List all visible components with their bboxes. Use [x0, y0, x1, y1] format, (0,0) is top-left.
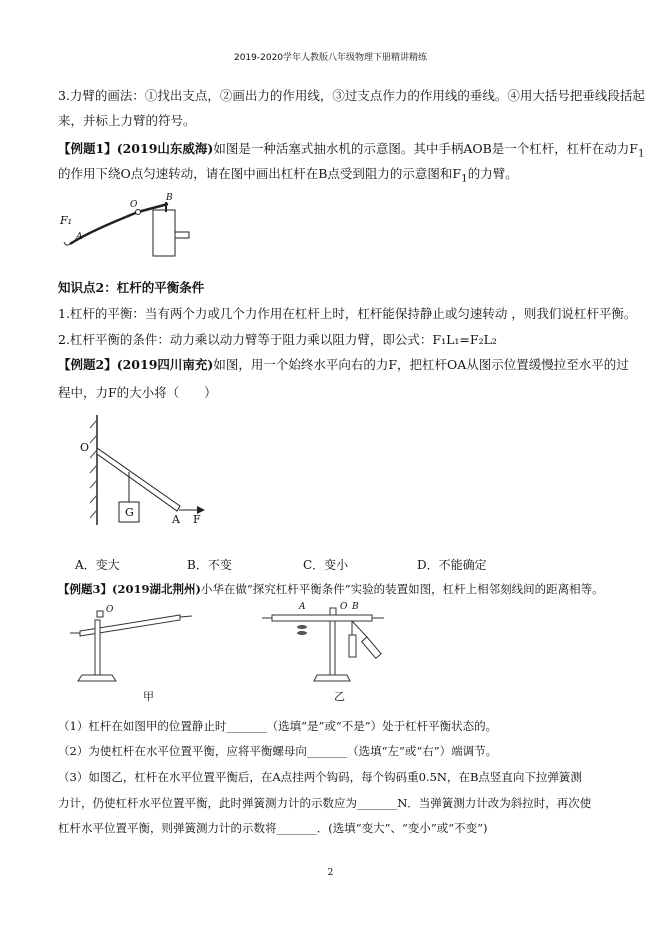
- page-number: 2: [327, 868, 334, 878]
- section2-line2: 2.杠杆平衡的条件：动力乘以动力臂等于阻力乘以阻力臂，即公式：F₁L₁=F₂L₂: [58, 332, 497, 347]
- example3-text: 小华在做“探究杠杆平衡条件”实验的装置如图，杠杆上相邻刻线间的距离相等。: [200, 582, 604, 596]
- label-a: A: [172, 513, 180, 526]
- example1-text: 如图是一种活塞式抽水机的示意图。其中手柄AOB是一个杠杆，杠杆在动力F: [213, 141, 638, 156]
- question-3-line1: （3）如图乙，杠杆在水平位置平衡后，在A点挂两个钩码，每个钩码重0.5N，在B点竖直向下拉弹簧测: [58, 770, 582, 784]
- label-g: G: [125, 506, 134, 519]
- section2-line1: 1.杠杆的平衡：当有两个力或几个力作用在杠杆上时，杠杆能保持静止或匀速转动 ，则我们说杠杆平衡。: [58, 306, 637, 321]
- label-f1: F₁: [60, 214, 73, 227]
- example1-text2: 的作用下绕O点匀速转动，请在图中画出杠杆在B点受到阻力的示意图和F: [58, 166, 462, 181]
- label-o: O: [130, 200, 138, 210]
- question-1: （1）杠杆在如图甲的位置静止时_______（选填“是”或“不是”）处于杠杆平衡状态的。: [58, 719, 498, 733]
- question-3-line2: 力计，仍使杠杆水平位置平衡，此时弹簧测力计的示数应为_______N．当弹簧测力计改为斜拉时，再次使: [58, 796, 592, 810]
- example2-text: 如图，用一个始终水平向右的力F，把杠杆OA从图示位置缓慢拉至水平的过: [213, 357, 629, 372]
- example2-line1: [58, 357, 629, 373]
- example1-tag: 【例题1】(2019山东威海): [58, 141, 214, 156]
- pump-figure: [58, 192, 198, 260]
- option-b[interactable]: B．不变: [187, 558, 232, 572]
- example2-tag: 【例题2】(2019四川南充): [58, 357, 214, 372]
- label-b: B: [166, 193, 173, 203]
- label-a-yi: A: [299, 602, 306, 612]
- label-b-yi: B: [352, 602, 359, 612]
- label-o-yi: O: [340, 602, 348, 612]
- example3-tag: 【例题3】(2019湖北荆州): [58, 582, 201, 596]
- question-2: （2）为使杠杆在水平位置平衡，应将平衡螺母向_______（选填“左”或“右”）端调节。: [58, 744, 498, 758]
- label-f: F: [193, 513, 201, 526]
- lever-stand-yi-figure: [262, 605, 402, 685]
- label-o-jia: O: [106, 605, 114, 615]
- example1-text3: 的力臂。: [467, 166, 518, 181]
- section-heading: 知识点2：杠杆的平衡条件: [58, 280, 205, 295]
- para3-line2: 来，并标上力臂的符号。: [58, 113, 196, 128]
- example2-line2: 程中，力F的大小将（ ）: [58, 385, 217, 400]
- subscript: 1: [637, 147, 645, 160]
- option-d[interactable]: D．不能确定: [417, 558, 487, 572]
- label-a: A: [76, 232, 83, 242]
- option-a[interactable]: A．变大: [75, 558, 120, 572]
- label-o: O: [80, 441, 90, 454]
- question-3-line3: 杠杆水平位置平衡，则弹簧测力计的示数将_______．(选填“变大”、“变小”或“不变”): [58, 821, 488, 835]
- example1-line2: [58, 166, 518, 187]
- option-c[interactable]: C．变小: [303, 558, 349, 572]
- para3-line1: 3.力臂的画法：①找出支点，②画出力的作用线，③过支点作力的作用线的垂线。④用大括号把垂线段括起: [58, 88, 645, 103]
- lever-stand-jia-figure: [70, 605, 210, 685]
- page-header: 2019-2020学年人教版八年级物理下册精讲精练: [233, 53, 428, 63]
- example3-line1: [58, 581, 604, 597]
- example1-line1: [58, 141, 645, 162]
- subscript: 1: [461, 172, 468, 185]
- caption-yi: 乙: [334, 690, 345, 703]
- caption-jia: 甲: [143, 690, 154, 703]
